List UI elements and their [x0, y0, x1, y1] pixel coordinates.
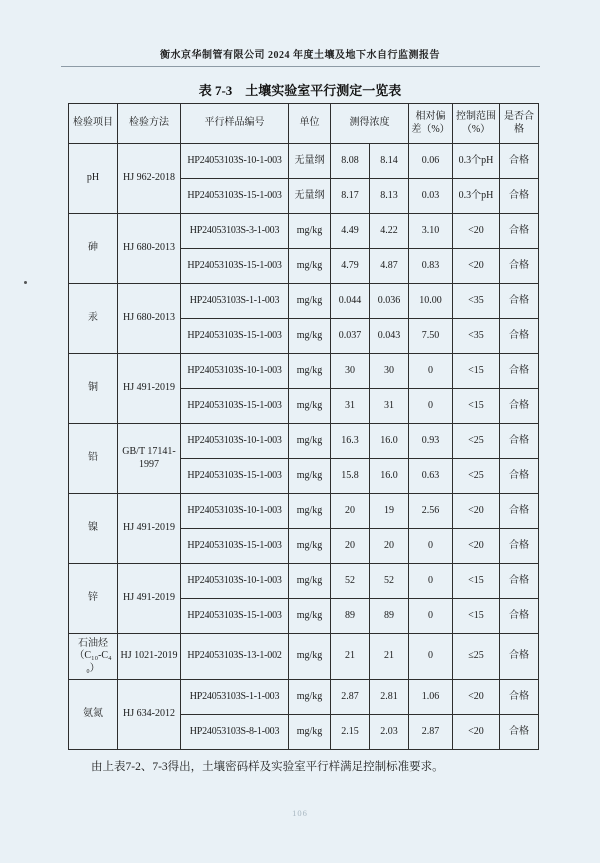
- concentration-value-1-cell: 2.87: [331, 680, 370, 715]
- concentration-value-2-cell: 20: [370, 529, 409, 564]
- sample-id-cell: HP24053103S-15-1-003: [181, 249, 289, 284]
- relative-deviation-cell: 0: [409, 354, 453, 389]
- control-range-cell: <20: [453, 529, 500, 564]
- control-range-cell: 0.3个pH: [453, 144, 500, 179]
- control-range-cell: 0.3个pH: [453, 179, 500, 214]
- qualified-cell: 合格: [500, 715, 539, 750]
- unit-cell: mg/kg: [289, 389, 331, 424]
- concentration-value-1-cell: 52: [331, 564, 370, 599]
- qualified-cell: 合格: [500, 424, 539, 459]
- concentration-value-2-cell: 2.03: [370, 715, 409, 750]
- unit-cell: mg/kg: [289, 564, 331, 599]
- concentration-value-1-cell: 20: [331, 494, 370, 529]
- concentration-value-2-cell: 2.81: [370, 680, 409, 715]
- control-range-cell: <20: [453, 680, 500, 715]
- qualified-cell: 合格: [500, 284, 539, 319]
- relative-deviation-cell: 0.03: [409, 179, 453, 214]
- concentration-value-2-cell: 30: [370, 354, 409, 389]
- concentration-value-2-cell: 31: [370, 389, 409, 424]
- control-range-cell: <35: [453, 284, 500, 319]
- qualified-cell: 合格: [500, 354, 539, 389]
- col-header-item: 检验项目: [69, 104, 118, 144]
- qualified-cell: 合格: [500, 634, 539, 680]
- concentration-value-1-cell: 89: [331, 599, 370, 634]
- concentration-value-1-cell: 20: [331, 529, 370, 564]
- concentration-value-2-cell: 0.036: [370, 284, 409, 319]
- table-body: [69, 144, 539, 750]
- concentration-value-2-cell: 8.14: [370, 144, 409, 179]
- relative-deviation-cell: 2.56: [409, 494, 453, 529]
- sample-id-cell: HP24053103S-15-1-003: [181, 599, 289, 634]
- concentration-value-1-cell: 4.79: [331, 249, 370, 284]
- unit-cell: mg/kg: [289, 529, 331, 564]
- table-row: [69, 680, 539, 715]
- header-divider: [61, 66, 540, 67]
- qualified-cell: 合格: [500, 389, 539, 424]
- method-cell: HJ 680-2013: [118, 214, 181, 284]
- relative-deviation-cell: 0: [409, 529, 453, 564]
- method-cell: HJ 491-2019: [118, 354, 181, 424]
- qualified-cell: 合格: [500, 179, 539, 214]
- unit-cell: mg/kg: [289, 424, 331, 459]
- concentration-value-2-cell: 4.87: [370, 249, 409, 284]
- control-range-cell: <20: [453, 214, 500, 249]
- table-row: [69, 424, 539, 459]
- sample-id-cell: HP24053103S-1-1-003: [181, 284, 289, 319]
- control-range-cell: <35: [453, 319, 500, 354]
- concentration-value-2-cell: 8.13: [370, 179, 409, 214]
- relative-deviation-cell: 1.06: [409, 680, 453, 715]
- control-range-cell: <15: [453, 599, 500, 634]
- relative-deviation-cell: 0: [409, 564, 453, 599]
- control-range-cell: <15: [453, 564, 500, 599]
- analyte-name-cell: 汞: [69, 284, 118, 354]
- qualified-cell: 合格: [500, 564, 539, 599]
- qualified-cell: 合格: [500, 529, 539, 564]
- unit-cell: mg/kg: [289, 680, 331, 715]
- control-range-cell: <25: [453, 459, 500, 494]
- page-number: 106: [292, 808, 308, 818]
- table-row: [69, 354, 539, 389]
- col-header-qualified: 是否合格: [500, 104, 539, 144]
- col-header-method: 检验方法: [118, 104, 181, 144]
- concentration-value-1-cell: 2.15: [331, 715, 370, 750]
- concentration-value-2-cell: 19: [370, 494, 409, 529]
- table-header-row: [69, 104, 539, 144]
- relative-deviation-cell: 7.50: [409, 319, 453, 354]
- concentration-value-2-cell: 21: [370, 634, 409, 680]
- unit-cell: mg/kg: [289, 599, 331, 634]
- unit-cell: mg/kg: [289, 715, 331, 750]
- concentration-value-2-cell: 89: [370, 599, 409, 634]
- sample-id-cell: HP24053103S-13-1-002: [181, 634, 289, 680]
- concentration-value-1-cell: 16.3: [331, 424, 370, 459]
- qualified-cell: 合格: [500, 494, 539, 529]
- sample-id-cell: HP24053103S-10-1-003: [181, 424, 289, 459]
- analyte-name-cell: 锌: [69, 564, 118, 634]
- concentration-value-1-cell: 15.8: [331, 459, 370, 494]
- analyte-name-cell: 铅: [69, 424, 118, 494]
- analyte-name-cell: 镍: [69, 494, 118, 564]
- qualified-cell: 合格: [500, 599, 539, 634]
- unit-cell: mg/kg: [289, 214, 331, 249]
- control-range-cell: <20: [453, 494, 500, 529]
- concentration-value-2-cell: 16.0: [370, 459, 409, 494]
- relative-deviation-cell: 0.83: [409, 249, 453, 284]
- concentration-value-2-cell: 4.22: [370, 214, 409, 249]
- analyte-name-cell: 石油烃（C₁₀-C₄₀）: [69, 634, 118, 680]
- table-row: [69, 564, 539, 599]
- concentration-value-1-cell: 8.17: [331, 179, 370, 214]
- method-cell: HJ 962-2018: [118, 144, 181, 214]
- sample-id-cell: HP24053103S-15-1-003: [181, 319, 289, 354]
- concentration-value-2-cell: 0.043: [370, 319, 409, 354]
- col-header-control-range: 控制范围（%）: [453, 104, 500, 144]
- control-range-cell: ≤25: [453, 634, 500, 680]
- analyte-name-cell: 氨氮: [69, 680, 118, 750]
- sample-id-cell: HP24053103S-10-1-003: [181, 144, 289, 179]
- analyte-name-cell: pH: [69, 144, 118, 214]
- relative-deviation-cell: 0.63: [409, 459, 453, 494]
- control-range-cell: <20: [453, 249, 500, 284]
- conclusion-text: 由上表7-2、7-3得出，土壤密码样及实验室平行样满足控制标准要求。: [91, 761, 444, 773]
- concentration-value-2-cell: 16.0: [370, 424, 409, 459]
- unit-cell: mg/kg: [289, 284, 331, 319]
- unit-cell: mg/kg: [289, 634, 331, 680]
- relative-deviation-cell: 0.93: [409, 424, 453, 459]
- concentration-value-1-cell: 4.49: [331, 214, 370, 249]
- qualified-cell: 合格: [500, 680, 539, 715]
- sample-id-cell: HP24053103S-15-1-003: [181, 179, 289, 214]
- control-range-cell: <15: [453, 354, 500, 389]
- table-row: [69, 284, 539, 319]
- col-header-concentration: 测得浓度: [331, 104, 409, 144]
- concentration-value-2-cell: 52: [370, 564, 409, 599]
- control-range-cell: <25: [453, 424, 500, 459]
- relative-deviation-cell: 0: [409, 389, 453, 424]
- sample-id-cell: HP24053103S-10-1-003: [181, 564, 289, 599]
- unit-cell: mg/kg: [289, 249, 331, 284]
- col-header-relative-deviation: 相对偏差（%）: [409, 104, 453, 144]
- sample-id-cell: HP24053103S-1-1-003: [181, 680, 289, 715]
- relative-deviation-cell: 0: [409, 634, 453, 680]
- qualified-cell: 合格: [500, 214, 539, 249]
- table-row: [69, 144, 539, 179]
- concentration-value-1-cell: 0.037: [331, 319, 370, 354]
- sample-id-cell: HP24053103S-10-1-003: [181, 494, 289, 529]
- qualified-cell: 合格: [500, 249, 539, 284]
- sample-id-cell: HP24053103S-8-1-003: [181, 715, 289, 750]
- method-cell: HJ 491-2019: [118, 564, 181, 634]
- table-row: [69, 634, 539, 680]
- relative-deviation-cell: 0: [409, 599, 453, 634]
- relative-deviation-cell: 10.00: [409, 284, 453, 319]
- unit-cell: mg/kg: [289, 494, 331, 529]
- method-cell: HJ 1021-2019: [118, 634, 181, 680]
- unit-cell: mg/kg: [289, 354, 331, 389]
- unit-cell: mg/kg: [289, 459, 331, 494]
- analyte-name-cell: 铜: [69, 354, 118, 424]
- scan-artifact-dot: [24, 281, 27, 284]
- parallel-determination-table: [68, 103, 539, 750]
- sample-id-cell: HP24053103S-15-1-003: [181, 459, 289, 494]
- method-cell: HJ 680-2013: [118, 284, 181, 354]
- unit-cell: mg/kg: [289, 319, 331, 354]
- control-range-cell: <20: [453, 715, 500, 750]
- table-title: 表 7-3 土壤实验室平行测定一览表: [198, 83, 402, 98]
- col-header-unit: 单位: [289, 104, 331, 144]
- col-header-sample-id: 平行样品编号: [181, 104, 289, 144]
- relative-deviation-cell: 0.06: [409, 144, 453, 179]
- report-header-title: 衡水京华制管有限公司 2024 年度土壤及地下水自行监测报告: [160, 50, 440, 61]
- concentration-value-1-cell: 8.08: [331, 144, 370, 179]
- unit-cell: 无量纲: [289, 144, 331, 179]
- concentration-value-1-cell: 31: [331, 389, 370, 424]
- sample-id-cell: HP24053103S-15-1-003: [181, 389, 289, 424]
- relative-deviation-cell: 3.10: [409, 214, 453, 249]
- method-cell: HJ 634-2012: [118, 680, 181, 750]
- sample-id-cell: HP24053103S-10-1-003: [181, 354, 289, 389]
- control-range-cell: <15: [453, 389, 500, 424]
- sample-id-cell: HP24053103S-15-1-003: [181, 529, 289, 564]
- qualified-cell: 合格: [500, 459, 539, 494]
- qualified-cell: 合格: [500, 144, 539, 179]
- concentration-value-1-cell: 30: [331, 354, 370, 389]
- table-row: [69, 494, 539, 529]
- unit-cell: 无量纲: [289, 179, 331, 214]
- qualified-cell: 合格: [500, 319, 539, 354]
- method-cell: HJ 491-2019: [118, 494, 181, 564]
- concentration-value-1-cell: 21: [331, 634, 370, 680]
- sample-id-cell: HP24053103S-3-1-003: [181, 214, 289, 249]
- method-cell: GB/T 17141-1997: [118, 424, 181, 494]
- relative-deviation-cell: 2.87: [409, 715, 453, 750]
- analyte-name-cell: 砷: [69, 214, 118, 284]
- concentration-value-1-cell: 0.044: [331, 284, 370, 319]
- table-row: [69, 214, 539, 249]
